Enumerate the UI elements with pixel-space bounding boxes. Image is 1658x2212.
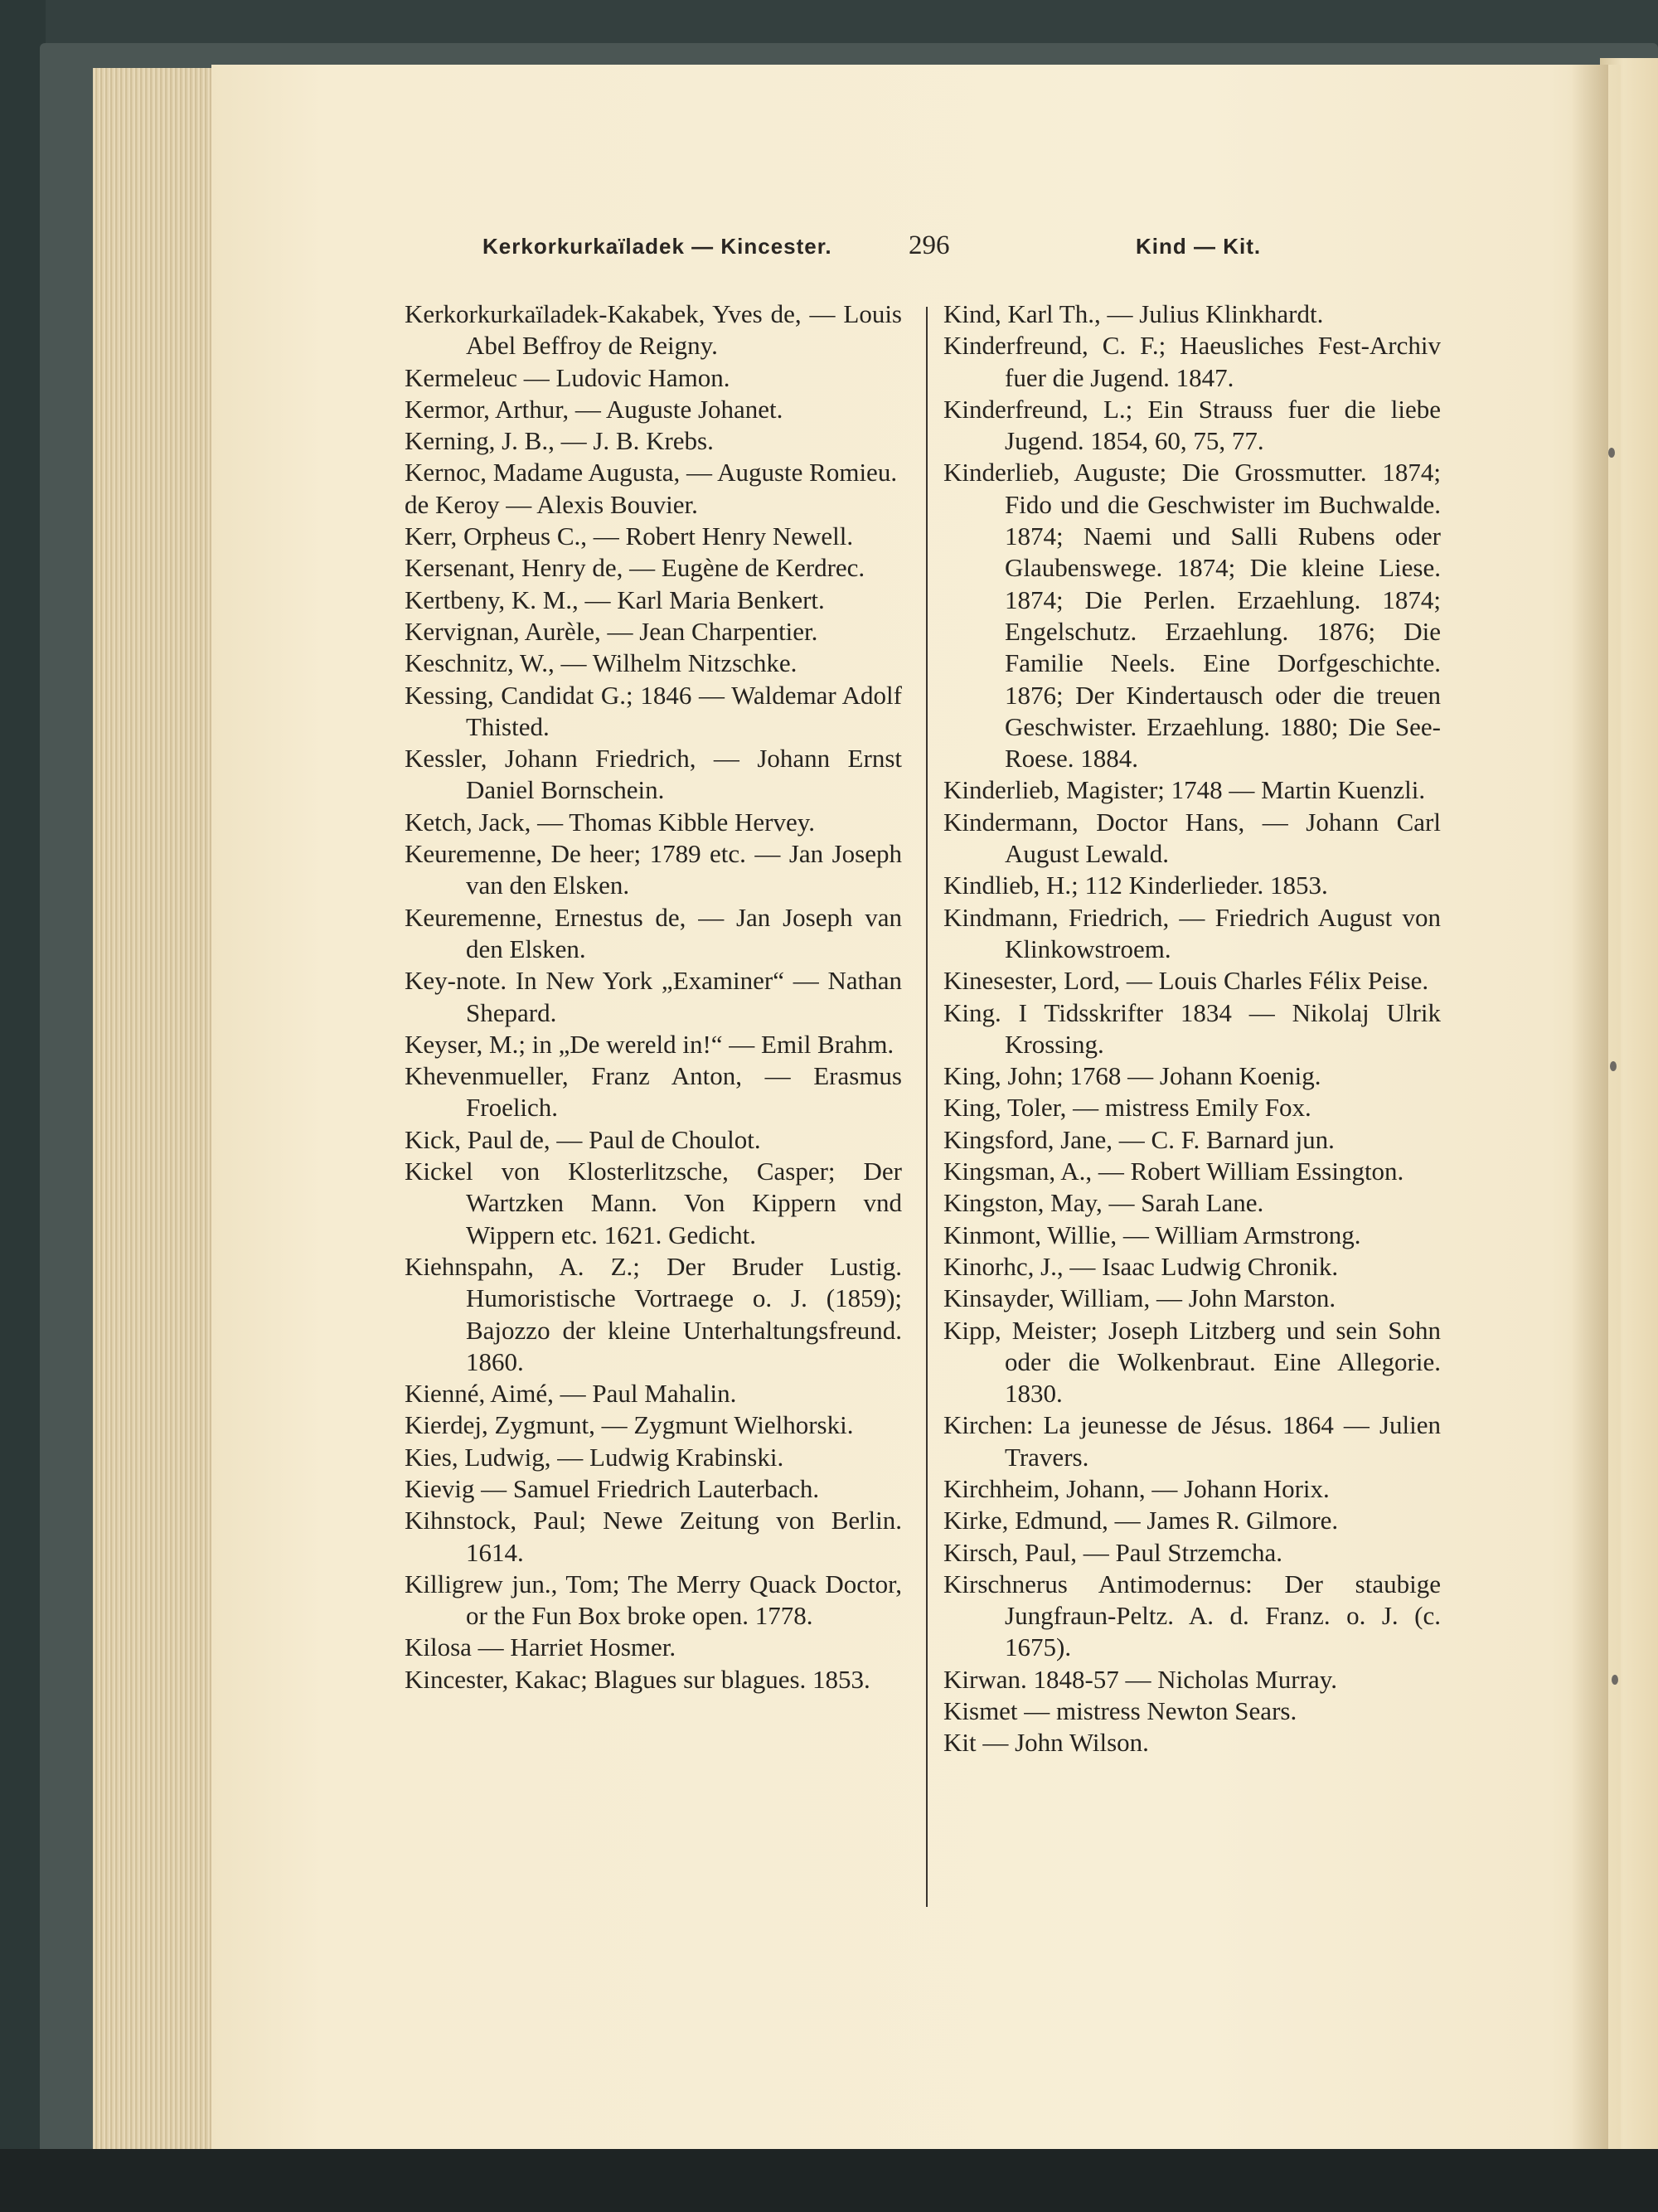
right-column (943, 298, 1441, 1759)
entry: Kerr, Orpheus C., — Robert Henry Newell. (405, 521, 854, 551)
entry: Kessing, Candidat G.; 1846 — Waldemar Adolf Thisted. (405, 680, 902, 741)
entry: Kindermann, Doctor Hans, — Johann Carl August Lewald. (943, 807, 1441, 869)
entry: Key-note. In New York „Examiner“ — Nathan Shepard. (405, 966, 902, 1027)
entry: Kermor, Arthur, — Auguste Johanet. (405, 394, 783, 424)
entry: Kirchen: La jeunesse de Jésus. 1864 — Julien Travers. (943, 1410, 1441, 1472)
entry: Kingston, May, — Sarah Lane. (943, 1188, 1264, 1218)
entry: Kirschnerus Antimodernus: Der staubige Jungfraun-Peltz. A. d. Franz. o. J. (c. 1675). (943, 1569, 1441, 1662)
entry: Keuremenne, De heer; 1789 etc. — Jan Joseph van den Elsken. (405, 839, 902, 900)
running-head-right: Kind — Kit. (1136, 234, 1262, 259)
entry: Kinderfreund, C. F.; Haeusliches Fest-Archiv fuer die Jugend. 1847. (943, 331, 1441, 392)
entry: de Keroy — Alexis Bouvier. (405, 489, 698, 519)
entry: Kinderfreund, L.; Ein Strauss fuer die liebe Jugend. 1854, 60, 75, 77. (943, 394, 1441, 456)
entry: Kihnstock, Paul; Newe Zeitung von Berlin. 1614. (405, 1506, 902, 1567)
entry: Kernoc, Madame Augusta, — Auguste Romieu. (405, 458, 898, 488)
page-edges (93, 68, 216, 2153)
entry: Kinderlieb, Magister; 1748 — Martin Kuenzli. (943, 775, 1426, 805)
paper-speck (1610, 1061, 1617, 1071)
running-head-left: Kerkorkurkaïladek — Kincester. (482, 234, 832, 259)
entry: Kessler, Johann Friedrich, — Johann Ernst Daniel Bornschein. (405, 744, 902, 805)
entry: King. I Tidsskrifter 1834 — Nikolaj Ulrik Krossing. (943, 997, 1441, 1059)
scan-background-left (0, 0, 46, 2212)
entry: Kienné, Aimé, — Paul Mahalin. (405, 1379, 737, 1409)
entry: Kierdej, Zygmunt, — Zygmunt Wielhorski. (405, 1410, 854, 1440)
entry: Kincester, Kakac; Blagues sur blagues. 1853. (405, 1664, 870, 1694)
entry: Kind, Karl Th., — Julius Klinkhardt. (943, 299, 1324, 328)
entry: Keschnitz, W., — Wilhelm Nitzschke. (405, 648, 797, 678)
entry: Kertbeny, K. M., — Karl Maria Benkert. (405, 585, 825, 614)
entry: King, Toler, — mistress Emily Fox. (943, 1093, 1311, 1123)
entry: Kickel von Klosterlitzsche, Casper; Der Wartzken Mann. Von Kippern vnd Wippern etc. 1621. Gedicht. (405, 1157, 902, 1249)
entry: Kirke, Edmund, — James R. Gilmore. (943, 1506, 1339, 1535)
entry: Kick, Paul de, — Paul de Choulot. (405, 1124, 761, 1154)
entry: King, John; 1768 — Johann Koenig. (943, 1061, 1321, 1091)
entry: Killigrew jun., Tom; The Merry Quack Doctor, or the Fun Box broke open. 1778. (405, 1569, 902, 1631)
entry: Kismet — mistress Newton Sears. (943, 1696, 1297, 1726)
entry: Kit — John Wilson. (943, 1728, 1149, 1758)
entry: Kirchheim, Johann, — Johann Horix. (943, 1473, 1330, 1503)
entry: Kievig — Samuel Friedrich Lauterbach. (405, 1473, 820, 1503)
entry: Kiehnspahn, A. Z.; Der Bruder Lustig. Humoristische Vortraege o. J. (1859); Bajozzo der kleine Unterhaltungsfreund. 1860. (405, 1251, 902, 1376)
entry: Kinsayder, William, — John Marston. (943, 1283, 1336, 1313)
entry: Kerkorkurkaïladek-Kakabek, Yves de, — Louis Abel Beffroy de Reigny. (405, 299, 902, 361)
entry: Kingsford, Jane, — C. F. Barnard jun. (943, 1124, 1335, 1154)
entry: Kirwan. 1848-57 — Nicholas Murray. (943, 1664, 1337, 1694)
entry: Kingsman, A., — Robert William Essington. (943, 1157, 1404, 1186)
entry: Kies, Ludwig, — Ludwig Krabinski. (405, 1442, 784, 1472)
column-rule (926, 307, 928, 1907)
entry: Kersenant, Henry de, — Eugène de Kerdrec. (405, 553, 865, 583)
entry: Kermeleuc — Ludovic Hamon. (405, 362, 730, 392)
entry: Kipp, Meister; Joseph Litzberg und sein Sohn oder die Wolkenbraut. Eine Allegorie. 1830. (943, 1315, 1441, 1409)
entry: Kindlieb, H.; 112 Kinderlieder. 1853. (943, 871, 1328, 900)
entry: Ketch, Jack, — Thomas Kibble Hervey. (405, 807, 816, 837)
entry: Khevenmueller, Franz Anton, — Erasmus Froelich. (405, 1061, 902, 1123)
gutter-shadow (1571, 65, 1608, 2154)
entry: Kirsch, Paul, — Paul Strzemcha. (943, 1537, 1282, 1567)
entry: Kinesester, Lord, — Louis Charles Félix Peise. (943, 966, 1429, 996)
entry: Keyser, M.; in „De wereld in!“ — Emil Brahm. (405, 1029, 894, 1059)
entry: Keuremenne, Ernestus de, — Jan Joseph van den Elsken. (405, 902, 902, 963)
paper-speck (1608, 448, 1615, 458)
entry: Kerning, J. B., — J. B. Krebs. (405, 426, 714, 456)
page-number: 296 (909, 230, 950, 260)
entry: Kinorhc, J., — Isaac Ludwig Chronik. (943, 1251, 1339, 1281)
paper-speck (1612, 1675, 1618, 1685)
entry: Kilosa — Harriet Hosmer. (405, 1632, 676, 1662)
entry: Kindmann, Friedrich, — Friedrich August von Klinkowstroem. (943, 902, 1441, 963)
entry: Kinmont, Willie, — William Armstrong. (943, 1220, 1361, 1249)
entry: Kervignan, Aurèle, — Jean Charpentier. (405, 616, 818, 646)
entry: Kinderlieb, Auguste; Die Grossmutter. 1874; Fido und die Geschwister im Buchwalde. 1874; Naemi und Salli Rubens oder Glaubenswege. 1874; Die kleine Liese. 1874; Die Perlen. Erzaehlung. 1874; Engelschutz. Erzaehlung. 1876; Die Familie Neels. Eine Dorfgeschichte. 1876; Der Kindertausch oder die treuen Geschwister. Erzaehlung. 1880; Die See-Roese. 1884. (943, 458, 1441, 774)
scan-background-bottom (0, 2149, 1658, 2212)
left-column (405, 298, 902, 1695)
